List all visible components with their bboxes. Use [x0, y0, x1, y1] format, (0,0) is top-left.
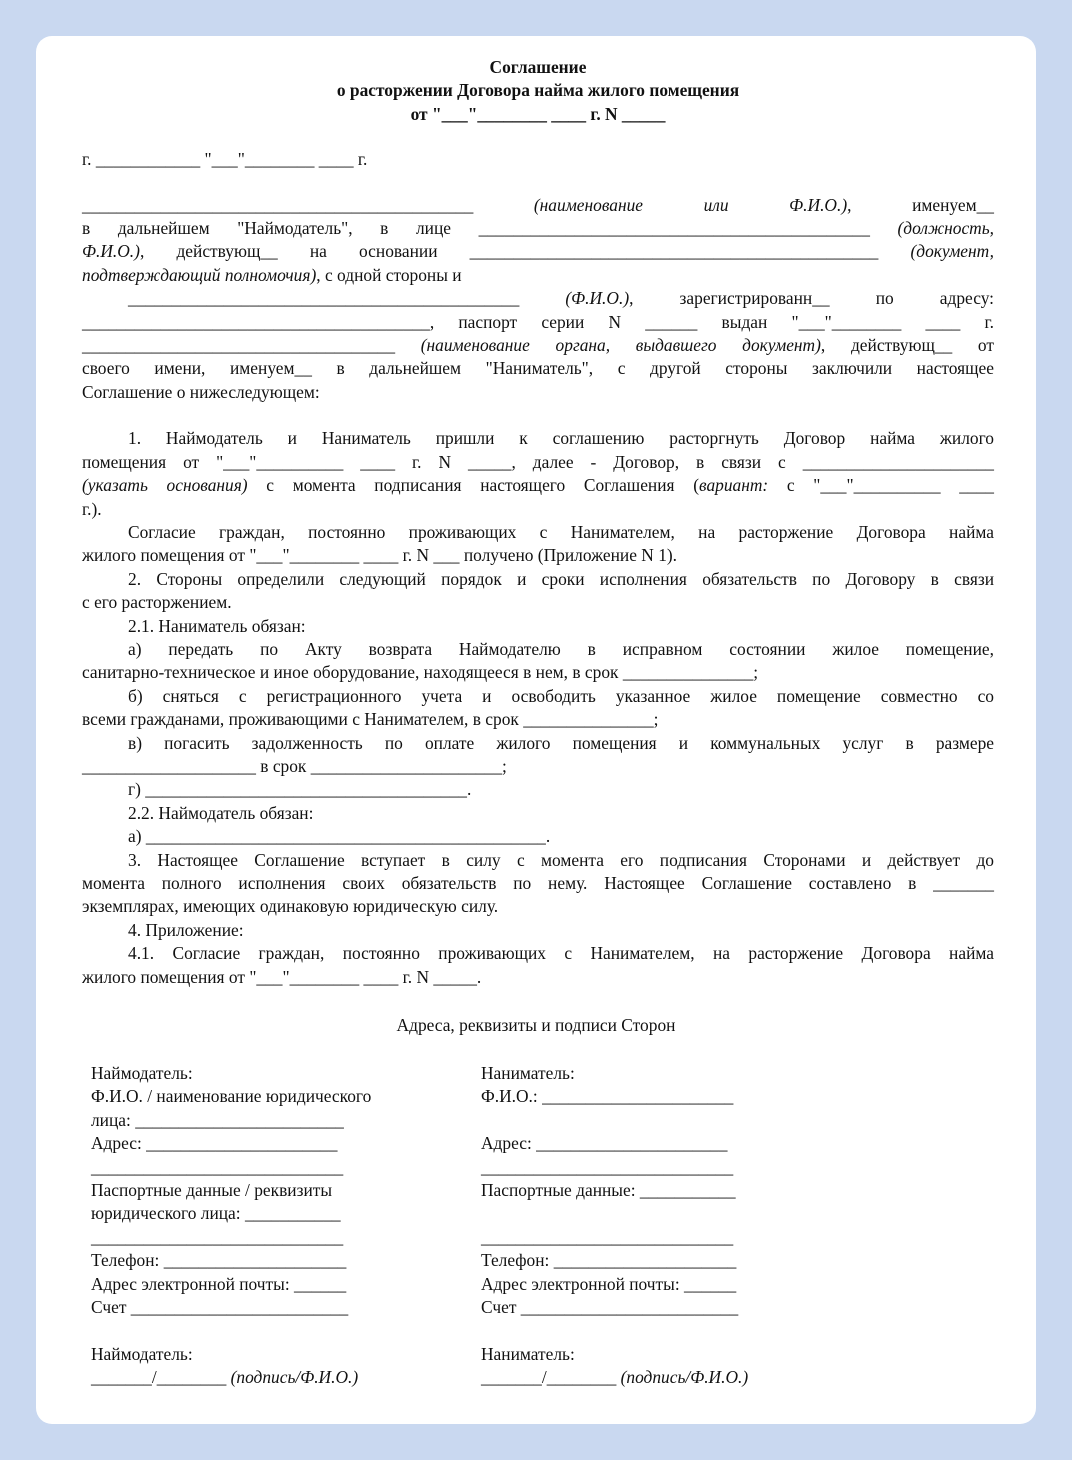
landlord-name-field: лица: ________________________ [91, 1109, 344, 1130]
parties-line: ____________________________________ (наименование органа, выдавшего документ), действующ__ от [82, 335, 994, 356]
parties-line: подтверждающий полномочия), с одной стороны и [82, 264, 462, 285]
landlord-account-field: Счет _________________________ [91, 1297, 349, 1318]
tenant-address-field: Адрес: ______________________ [481, 1133, 728, 1154]
document-sheet [36, 36, 1036, 1424]
parties-line: в дальнейшем "Наймодатель", в лице _____________________________________________ (должность, [82, 218, 994, 239]
parties-section [82, 194, 994, 405]
tenant-label: Наниматель: [481, 1063, 575, 1083]
parties-line: ________________________________________, паспорт серии N ______ выдан "___"________ ____ г. [82, 311, 994, 332]
place-date-line: г. ____________ "___"________ ____ г. [82, 149, 368, 170]
clause-1: г.). [82, 498, 102, 519]
landlord-signature-line: _______/________ (подпись/Ф.И.О.) [91, 1367, 359, 1388]
clause-2: с его расторжением. [82, 592, 232, 613]
clause-1: 1. Наймодатель и Наниматель пришли к соглашению расторгнуть Договор найма жилого [128, 428, 994, 449]
landlord-passport-field: Паспортные данные / реквизиты [91, 1180, 333, 1201]
clause-4-1: 4.1. Согласие граждан, постоянно проживающих с Нанимателем, на расторжение Договора найма [128, 943, 994, 964]
clause-2-2: 2.2. Наймодатель обязан: [128, 802, 314, 823]
document-body [82, 56, 994, 989]
clause-2-1-b: всеми гражданами, проживающими с Нанимателем, в срок _______________; [82, 709, 659, 730]
landlord-requisites [91, 1062, 471, 1390]
clause-2-1: 2.1. Наниматель обязан: [128, 615, 306, 636]
clause-4: 4. Приложение: [128, 919, 244, 940]
clause-2-1-b: б) сняться с регистрационного учета и освободить указанное жилое помещение совместно со [128, 685, 994, 706]
landlord-phone-field: Телефон: _____________________ [91, 1250, 347, 1271]
clause-2-1-d: г) _____________________________________. [128, 779, 472, 800]
clause-2-1-a: санитарно-техническое и иное оборудование, находящееся в нем, в срок _______________; [82, 662, 759, 683]
tenant-signature-label: Наниматель: [481, 1343, 575, 1364]
landlord-address-field: Адрес: ______________________ [91, 1133, 338, 1154]
tenant-phone-field: Телефон: _____________________ [481, 1250, 737, 1271]
landlord-label: Наймодатель: [91, 1063, 193, 1083]
clause-3: 3. Настоящее Соглашение вступает в силу с момента его подписания Сторонами и действует до [128, 849, 994, 870]
parties-line: Соглашение о нижеследующем: [82, 381, 320, 402]
landlord-address-field: _____________________________ [91, 1156, 344, 1177]
tenant-signature-line: _______/________ (подпись/Ф.И.О.) [481, 1367, 749, 1388]
document-date-line: от "___"________ ____ г. N _____ [410, 103, 666, 124]
tenant-passport-field: Паспортные данные: ___________ [481, 1180, 736, 1201]
landlord-passport-field: _____________________________ [91, 1226, 344, 1247]
parties-line: _____________________________________________ (наименование или Ф.И.О.), именуем__ [82, 194, 994, 215]
tenant-passport-field: _____________________________ [481, 1226, 734, 1247]
landlord-email-field: Адрес электронной почты: ______ [91, 1273, 347, 1294]
tenant-address-field: _____________________________ [481, 1156, 734, 1177]
tenant-requisites [481, 1062, 861, 1390]
clause-2-1-a: а) передать по Акту возврата Наймодателю в исправном состоянии жилое помещение, [128, 638, 994, 659]
clause-2-2-a: а) ______________________________________________. [128, 826, 551, 847]
tenant-name-field: Ф.И.О.: ______________________ [481, 1086, 734, 1107]
parties-line: _____________________________________________ (Ф.И.О.), зарегистрированн__ по адресу: [128, 288, 994, 309]
tenant-email-field: Адрес электронной почты: ______ [481, 1273, 737, 1294]
landlord-name-field: Ф.И.О. / наименование юридического [91, 1086, 372, 1107]
document-subtitle: о расторжении Договора найма жилого помещения [336, 80, 740, 101]
tenant-account-field: Счет _________________________ [481, 1297, 739, 1318]
clause-1-consent: Согласие граждан, постоянно проживающих с Нанимателем, на расторжение Договора найма [128, 521, 994, 542]
clause-1: помещения от "___"__________ ____ г. N _____, далее - Договор, в связи с ______________________ [82, 451, 994, 472]
clause-1: (указать основания) с момента подписания настоящего Соглашения (вариант: с "___"__________ ____ [82, 475, 994, 496]
landlord-passport-field: юридического лица: ___________ [91, 1203, 341, 1224]
clause-3: экземплярах, имеющих одинаковую юридическую силу. [82, 896, 499, 917]
signatures-heading: Адреса, реквизиты и подписи Сторон [396, 1015, 676, 1035]
parties-line: Ф.И.О.), действующ__ на основании _______________________________________________ (документ, [82, 241, 994, 262]
clause-2-1-c: в) погасить задолженность по оплате жилого помещения и коммунальных услуг в размере [128, 732, 994, 753]
parties-line: своего имени, именуем__ в дальнейшем "Наниматель", с другой стороны заключили настоящее [82, 358, 994, 379]
clause-2: 2. Стороны определили следующий порядок и сроки исполнения обязательств по Договору в связи [128, 568, 994, 589]
clauses-section [82, 427, 994, 989]
clause-4-1: жилого помещения от "___"________ ____ г. N _____. [82, 966, 482, 987]
clause-1-consent: жилого помещения от "___"________ ____ г. N ___ получено (Приложение N 1). [82, 545, 678, 566]
document-title: Соглашение [489, 57, 587, 77]
landlord-signature-label: Наймодатель: [91, 1343, 193, 1364]
clause-3: момента полного исполнения своих обязательств по нему. Настоящее Соглашение составлено в _______ [82, 873, 994, 893]
clause-2-1-c: ____________________ в срок ______________________; [82, 755, 507, 776]
